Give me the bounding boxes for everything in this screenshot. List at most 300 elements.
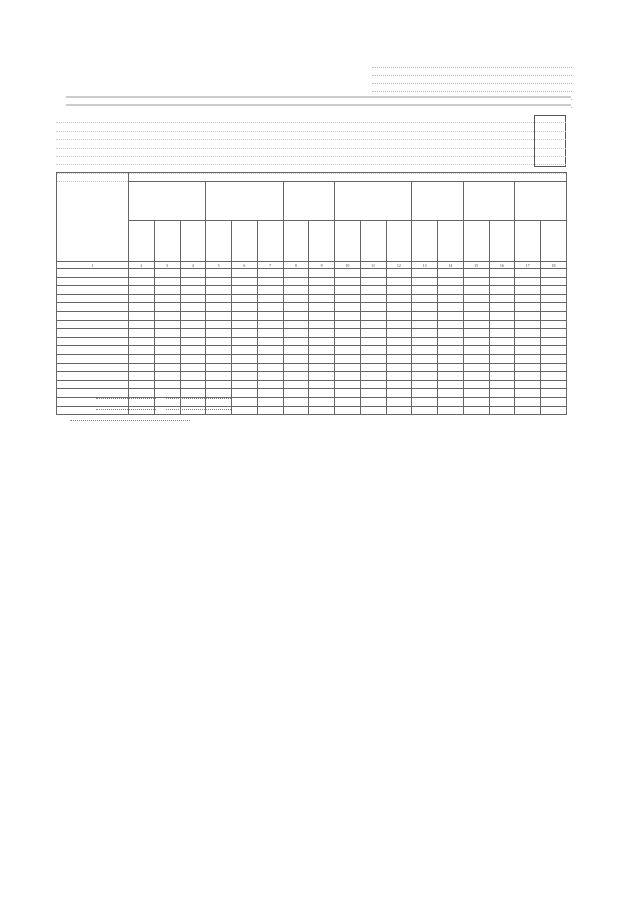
table-cell [232,380,258,389]
row-name [57,286,129,295]
table-cell [489,269,515,278]
table-cell [129,286,155,295]
table-cell [541,303,567,312]
signature-line [166,408,231,410]
table-cell [541,329,567,338]
table-cell [309,286,335,295]
row-name [57,277,129,286]
column-subheader [541,221,567,262]
table-cell [335,397,361,406]
row-name [57,337,129,346]
table-cell [412,372,438,381]
column-number: 10 [335,262,361,269]
table-cell [129,294,155,303]
table-row [57,320,567,329]
column-number: 15 [463,262,489,269]
table-row [57,354,567,363]
table-cell [257,380,283,389]
table-cell [309,363,335,372]
table-cell [129,346,155,355]
table-cell [180,346,206,355]
table-cell [154,354,180,363]
column-subheader [129,221,155,262]
table-cell [257,311,283,320]
table-cell [129,329,155,338]
table-cell [463,329,489,338]
table-cell [386,397,412,406]
column-group-header [206,182,283,221]
column-number: 6 [232,262,258,269]
table-cell [489,320,515,329]
table-cell [232,363,258,372]
table-cell [232,346,258,355]
table-cell [154,277,180,286]
row-name [57,363,129,372]
table-cell [412,363,438,372]
table-cell [412,329,438,338]
column-subheader [335,221,361,262]
table-cell [438,354,464,363]
table-cell [257,337,283,346]
table-cell [438,372,464,381]
table-cell [541,294,567,303]
table-cell [438,294,464,303]
table-cell [463,372,489,381]
table-cell [180,372,206,381]
table-cell [283,363,309,372]
table-cell [335,389,361,398]
table-cell [360,337,386,346]
table-cell [386,354,412,363]
table-cell [412,389,438,398]
table-cell [386,320,412,329]
table-cell [489,329,515,338]
table-cell [360,286,386,295]
row-name [57,354,129,363]
appendix-line [372,62,572,68]
title-line [66,94,571,100]
table-cell [206,354,232,363]
column-group-header [335,182,412,221]
table-cell [515,294,541,303]
table-cell [154,380,180,389]
column-number: 12 [386,262,412,269]
table-cell [206,269,232,278]
table-cell [386,389,412,398]
table-cell [386,311,412,320]
table-cell [412,294,438,303]
table-cell [515,329,541,338]
table-cell [309,337,335,346]
table-cell [412,346,438,355]
table-cell [335,294,361,303]
table-cell [335,277,361,286]
row-name [57,303,129,312]
table-cell [515,363,541,372]
table-cell [180,294,206,303]
table-cell [438,389,464,398]
table-cell [515,286,541,295]
column-subheader [360,221,386,262]
table-cell [206,277,232,286]
table-cell [386,329,412,338]
table-cell [335,311,361,320]
header-field-row [56,115,566,123]
column-number: 5 [206,262,232,269]
table-cell [438,346,464,355]
signature-line [96,408,156,410]
table-cell [180,354,206,363]
table-cell [154,372,180,381]
row-name [57,320,129,329]
table-cell [180,329,206,338]
table-cell [232,294,258,303]
table-cell [180,337,206,346]
table-cell [335,354,361,363]
table-row [57,363,567,372]
table-cell [515,346,541,355]
column-number: 16 [489,262,515,269]
column-number: 13 [412,262,438,269]
table-row [57,380,567,389]
data-table [56,172,567,415]
table-cell [335,320,361,329]
table-cell [232,303,258,312]
table-cell [257,320,283,329]
table-cell [515,337,541,346]
column-group-header [129,182,206,221]
row-name [57,311,129,320]
table-cell [360,294,386,303]
table-cell [412,311,438,320]
table-cell [463,346,489,355]
table-cell [206,380,232,389]
table-cell [129,354,155,363]
table-cell [412,354,438,363]
table-cell [463,380,489,389]
table-cell [180,269,206,278]
table-cell [515,372,541,381]
table-cell [412,397,438,406]
table-cell [232,286,258,295]
table-cell [283,269,309,278]
table-cell [360,303,386,312]
table-cell [412,286,438,295]
table-cell [515,277,541,286]
table-cell [129,337,155,346]
table-cell [386,286,412,295]
table-cell [438,397,464,406]
table-cell [412,320,438,329]
table-cell [412,269,438,278]
table-cell [335,303,361,312]
table-cell [335,346,361,355]
table-cell [283,372,309,381]
table-cell [335,269,361,278]
table-cell [180,277,206,286]
table-cell [463,311,489,320]
table-cell [463,294,489,303]
table-cell [309,346,335,355]
table-cell [206,303,232,312]
signature-block [56,392,316,425]
table-cell [463,303,489,312]
table-cell [463,397,489,406]
column-group-header [515,182,567,221]
table-cell [206,372,232,381]
table-cell [386,346,412,355]
table-cell [232,269,258,278]
document-title [66,92,571,110]
table-cell [257,329,283,338]
table-cell [335,372,361,381]
appendix-line [372,78,572,84]
table-cell [463,337,489,346]
table-cell [515,303,541,312]
row-name [57,329,129,338]
table-cell [438,337,464,346]
table-cell [489,294,515,303]
table-cell [360,277,386,286]
table-cell [515,311,541,320]
table-cell [438,277,464,286]
table-cell [541,311,567,320]
table-cell [129,372,155,381]
table-cell [463,320,489,329]
table-cell [360,380,386,389]
header-field-row [56,123,566,131]
table-cell [154,346,180,355]
table-cell [309,277,335,286]
funding-group-header [129,173,567,182]
name-column-header [57,173,129,262]
table-cell [360,269,386,278]
table-cell [541,406,567,415]
table-cell [360,354,386,363]
table-cell [438,329,464,338]
table-cell [541,346,567,355]
table-cell [515,354,541,363]
table-cell [206,337,232,346]
row-name [57,380,129,389]
table-cell [489,311,515,320]
table-cell [335,406,361,415]
table-cell [309,329,335,338]
table-cell [257,372,283,381]
table-row [57,277,567,286]
table-cell [515,380,541,389]
table-cell [257,363,283,372]
table-cell [309,294,335,303]
table-cell [283,294,309,303]
table-cell [489,389,515,398]
table-cell [412,380,438,389]
table-cell [489,363,515,372]
table-cell [360,320,386,329]
table-cell [232,337,258,346]
table-cell [206,320,232,329]
header-field-row [56,132,566,140]
table-row [57,346,567,355]
table-cell [360,406,386,415]
table-cell [335,380,361,389]
table-row [57,372,567,381]
table-cell [541,354,567,363]
table-cell [360,397,386,406]
table-cell [129,363,155,372]
column-number: 1 [57,262,129,269]
table-cell [463,406,489,415]
table-cell [489,337,515,346]
header-field-row [56,157,566,165]
title-line [66,102,571,108]
table-cell [438,269,464,278]
table-cell [154,269,180,278]
table-cell [515,389,541,398]
table-cell [283,329,309,338]
table-cell [438,311,464,320]
table-cell [180,311,206,320]
table-cell [463,277,489,286]
column-number: 8 [283,262,309,269]
signature-line [166,397,231,399]
executor-signature-row [56,403,316,414]
table-cell [386,277,412,286]
table-cell [335,286,361,295]
table-cell [309,372,335,381]
row-name [57,372,129,381]
table-cell [541,286,567,295]
column-number: 3 [154,262,180,269]
column-subheader [283,221,309,262]
table-cell [489,286,515,295]
table-cell [154,337,180,346]
table-cell [438,320,464,329]
column-group-header [283,182,335,221]
table-cell [129,303,155,312]
column-subheader [180,221,206,262]
table-cell [412,406,438,415]
table-cell [283,320,309,329]
column-subheader [309,221,335,262]
table-cell [232,277,258,286]
column-group-header [412,182,464,221]
table-cell [386,269,412,278]
table-cell [180,380,206,389]
table-cell [283,277,309,286]
column-group-header [463,182,515,221]
table-cell [463,363,489,372]
table-row [57,337,567,346]
table-cell [386,372,412,381]
table-cell [489,303,515,312]
table-cell [463,389,489,398]
table-cell [489,397,515,406]
table-cell [412,303,438,312]
table-cell [438,406,464,415]
table-cell [309,269,335,278]
table-cell [206,311,232,320]
row-name [57,294,129,303]
column-number: 9 [309,262,335,269]
table-cell [489,380,515,389]
table-cell [257,354,283,363]
table-cell [206,346,232,355]
table-cell [232,329,258,338]
table-cell [541,320,567,329]
table-cell [154,329,180,338]
table-cell [412,337,438,346]
table-cell [463,286,489,295]
table-cell [180,286,206,295]
table-cell [283,286,309,295]
table-cell [360,363,386,372]
table-cell [412,277,438,286]
table-cell [515,397,541,406]
table-cell [129,277,155,286]
table-cell [154,303,180,312]
table-cell [283,354,309,363]
table-cell [386,337,412,346]
column-number: 2 [129,262,155,269]
table-cell [386,406,412,415]
table-cell [360,346,386,355]
table-cell [257,286,283,295]
row-name [57,269,129,278]
table-row [57,303,567,312]
table-cell [463,269,489,278]
column-number: 7 [257,262,283,269]
table-cell [541,397,567,406]
table-cell [515,320,541,329]
table-cell [232,354,258,363]
table-row [57,329,567,338]
signature-line [70,419,190,421]
table-cell [386,303,412,312]
column-number: 18 [541,262,567,269]
table-cell [309,320,335,329]
table-cell [386,294,412,303]
column-subheader [386,221,412,262]
table-cell [232,372,258,381]
table-cell [283,303,309,312]
table-cell [360,329,386,338]
table-cell [489,406,515,415]
column-subheader [489,221,515,262]
table-cell [360,311,386,320]
table-cell [438,380,464,389]
column-number: 14 [438,262,464,269]
table-cell [541,389,567,398]
table-cell [309,311,335,320]
column-number: 17 [515,262,541,269]
table-cell [309,354,335,363]
table-row [57,294,567,303]
table-cell [129,311,155,320]
appendix-line [372,70,572,76]
table-cell [180,320,206,329]
table-cell [129,320,155,329]
table-cell [257,346,283,355]
table-cell [335,329,361,338]
table-cell [206,363,232,372]
table-cell [283,311,309,320]
table-row [57,311,567,320]
table-cell [283,337,309,346]
table-cell [154,286,180,295]
table-cell [360,372,386,381]
table-cell [489,346,515,355]
